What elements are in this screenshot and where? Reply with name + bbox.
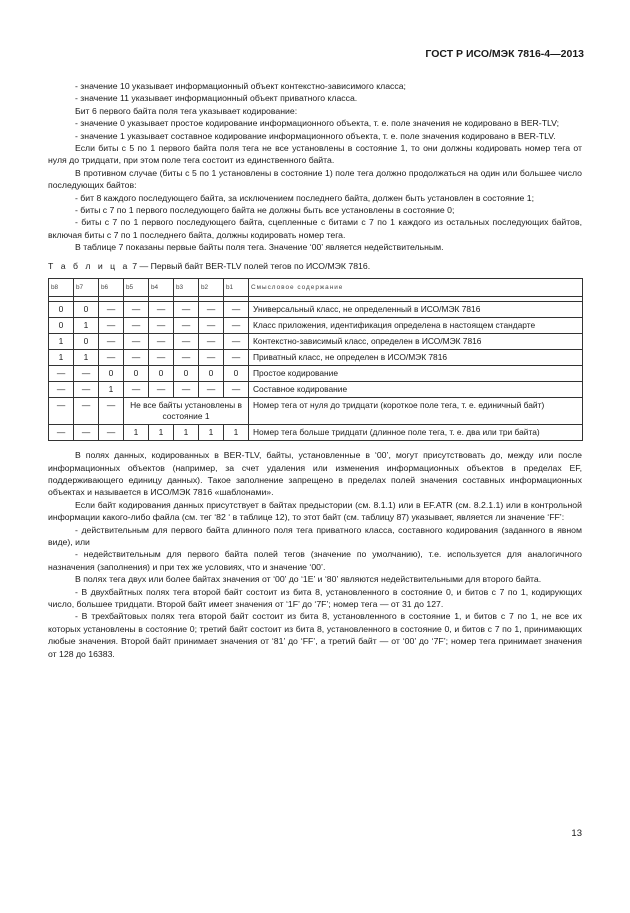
bit-cell: Не все байты установлены в состояние 1 — [124, 398, 249, 425]
bit-cell: — — [124, 334, 149, 350]
bit-cell: — — [74, 398, 99, 425]
bit-cell: — — [124, 350, 149, 366]
paragraph: Если биты с 5 по 1 первого байта поля тега не все установлены в состояние 1, то они должны кодировать номер тега от нуля до тридцати, при этом поле тега состоит из единственного байта. — [48, 143, 582, 166]
paragraphs-top — [48, 80, 582, 254]
bit-cell: 1 — [124, 425, 149, 441]
bit-cell: — — [99, 398, 124, 425]
bit-cell: 0 — [49, 302, 74, 318]
table-row — [49, 398, 583, 425]
paragraph: - значение 11 указывает информационный объект приватного класса. — [75, 93, 358, 104]
table-header-row — [49, 279, 583, 297]
table-row — [49, 425, 583, 441]
bit-cell: — — [224, 350, 249, 366]
paragraph: - недействительным для первого байта полей тегов (значение по умолчанию), т.е. используется для аналогичного назначения (заполнения) и при тех же условиях, что и значение ‘00’. — [48, 549, 582, 572]
bit-cell: — — [174, 382, 199, 398]
bit-cell: — — [174, 334, 199, 350]
bit-cell: — — [174, 350, 199, 366]
table-caption-text: 7 — Первый байт BER-TLV полей тегов по ИСО/МЭК 7816. — [129, 260, 371, 271]
page-header: ГОСТ Р ИСО/МЭК 7816-4—2013 — [425, 48, 584, 60]
meaning-cell: Универсальный класс, не определенный в ИСО/МЭК 7816 — [249, 302, 583, 318]
bit-cell: — — [149, 318, 174, 334]
meaning-cell: Приватный класс, не определен в ИСО/МЭК 7816 — [249, 350, 583, 366]
meaning-cell: Класс приложения, идентификация определена в настоящем стандарте — [249, 318, 583, 334]
bit-cell: — — [199, 302, 224, 318]
header-bit-b4: b4 — [149, 279, 174, 297]
paragraph: - бит 8 каждого последующего байта, за исключением последнего байта, должен быть установлен в состояние 1; — [75, 192, 535, 203]
bit-cell: — — [149, 382, 174, 398]
bit-cell: 0 — [74, 334, 99, 350]
bit-cell: — — [124, 382, 149, 398]
paragraph: - биты с 7 по 1 первого последующего байта не должны быть все установлены в состояние 0; — [75, 205, 455, 216]
bit-cell: — — [99, 302, 124, 318]
table-row — [49, 382, 583, 398]
header-bit-b6: b6 — [99, 279, 124, 297]
bit-cell: — — [149, 350, 174, 366]
bit-cell: 0 — [99, 366, 124, 382]
header-bit-b2: b2 — [199, 279, 224, 297]
bit-cell: — — [149, 334, 174, 350]
bit-cell: — — [49, 398, 74, 425]
bit-cell: 1 — [174, 425, 199, 441]
table-caption — [48, 260, 582, 272]
bit-cell: — — [199, 350, 224, 366]
table-row — [49, 366, 583, 382]
bit-cell: 0 — [199, 366, 224, 382]
table-row — [49, 334, 583, 350]
bit-cell: — — [49, 366, 74, 382]
bit-cell: — — [124, 302, 149, 318]
table-row — [49, 318, 583, 334]
bit-cell: 1 — [49, 334, 74, 350]
paragraph: - значение 0 указывает простое кодирование информационного объекта, т. е. поле значения не кодировано в BER-TLV; — [75, 118, 560, 129]
bit-cell: 0 — [224, 366, 249, 382]
page-number: 13 — [571, 828, 582, 839]
header-bit-b7: b7 — [74, 279, 99, 297]
paragraph: - действительным для первого байта длинного поля тега приватного класса, составного кодирования (заданного в явном виде), или — [48, 524, 582, 547]
bit-cell: — — [224, 334, 249, 350]
bit-cell: 1 — [199, 425, 224, 441]
bit-cell: 0 — [74, 302, 99, 318]
meaning-cell: Номер тега больше тридцати (длинное поле тега, т. е. два или три байта) — [249, 425, 583, 441]
table-row — [49, 350, 583, 366]
paragraph: - значение 1 указывает составное кодирование информационного объекта, т. е. поле значения кодировано в BER-TLV. — [75, 130, 556, 141]
table-caption-label: Т а б л и ц а — [48, 260, 130, 271]
header-bit-b5: b5 — [124, 279, 149, 297]
bit-cell: 1 — [149, 425, 174, 441]
bit-cell: — — [199, 382, 224, 398]
paragraph: В полях тега двух или более байтах значения от ‘00’ до ‘1E’ и ‘80’ являются недействительными для второго байта. — [75, 574, 542, 585]
paragraph: В противном случае (биты с 5 по 1 установлены в состояние 1) поле тега должно продолжаться на один или большее число последующих байтов: — [48, 167, 582, 191]
bit-cell: — — [174, 302, 199, 318]
bit-cell: 0 — [174, 366, 199, 382]
bit-cell: — — [49, 425, 74, 441]
bit-cell: — — [99, 425, 124, 441]
bit-cell: — — [199, 334, 224, 350]
paragraph: Если байт кодирования данных присутствует в байтах предыстории (см. 8.1.1) или в EF.ATR (см. 8.2.1.1) или в контрольной информации какого-либо файла (см. тег ‘82 ‘ в таблице 12), то этот байт (см. таблицу 87) указывает, является ли значение ‘FF’: — [48, 499, 582, 523]
paragraph: - биты с 7 по 1 первого последующего байта, сцепленные с битами с 7 по 1 каждого из остальных последующих байтов, включая биты с 7 по 1 последнего байта, должны кодировать номер тега. — [48, 217, 582, 240]
paragraph: В полях данных, кодированных в BER-TLV, байты, установленные в ‘00’, могут присутствовать до, между или после информационных объектов (например, за счет удаления или изменения информационных объектов в пределах EF, поддерживающего единицу данных). Такое заполнение запрещено в пределах полей значения составных информационных объектах и называется в ИСО/МЭК 7816 «шаблонами». — [48, 450, 582, 498]
bit-cell: — — [74, 366, 99, 382]
tag-byte-table — [48, 278, 583, 441]
bit-cell: — — [99, 318, 124, 334]
bit-cell: 1 — [49, 350, 74, 366]
bit-cell: — — [149, 302, 174, 318]
paragraph: - В трехбайтовых полях тега второй байт состоит из бита 8, установленного в состояние 1, и битов с 7 по 1, не все их которых установлены в состояние 0; третий байт состоит из бита 8, установленного в состояние 0, и битов с 7 по 1, принимающих любые значения. Второй байт принимает значения от ‘81’ до ‘FF’, а третий байт — от ‘00’ до ‘7F’; номер тега принимает значения от 128 до 16383. — [48, 611, 582, 659]
header-bit-b3: b3 — [174, 279, 199, 297]
bit-cell: — — [74, 425, 99, 441]
paragraph: В таблице 7 показаны первые байты поля тега. Значение ‘00’ является недействительным. — [75, 242, 444, 253]
header-meaning: Смысловое содержание — [249, 279, 583, 297]
meaning-cell: Составное кодирование — [249, 382, 583, 398]
bit-cell: 0 — [49, 318, 74, 334]
bit-cell: 1 — [99, 382, 124, 398]
bit-cell: — — [99, 334, 124, 350]
header-bit-b1: b1 — [224, 279, 249, 297]
bit-cell: — — [224, 302, 249, 318]
bit-cell: — — [224, 318, 249, 334]
bit-cell: — — [49, 382, 74, 398]
paragraph: Бит 6 первого байта поля тега указывает кодирование: — [75, 105, 298, 116]
header-bit-b8: b8 — [49, 279, 74, 297]
meaning-cell: Простое кодирование — [249, 366, 583, 382]
bit-cell: — — [199, 318, 224, 334]
bit-cell: 1 — [74, 318, 99, 334]
table-row — [49, 302, 583, 318]
paragraph: - В двухбайтных полях тега второй байт состоит из бита 8, установленного в состояние 0, и битов с 7 по 1, кодирующих число, большее тридцати. Второй байт имеет значения от ‘1F’ до ‘7F’; номер тега — от 31 до 127. — [48, 586, 582, 609]
bit-cell: 1 — [74, 350, 99, 366]
paragraph: - значение 10 указывает информационный объект контекстно-зависимого класса; — [75, 81, 406, 91]
bit-cell: — — [124, 318, 149, 334]
bit-cell: 0 — [149, 366, 174, 382]
document-body — [48, 80, 582, 660]
table-body — [49, 297, 583, 441]
paragraphs-bottom — [48, 449, 582, 660]
bit-cell: — — [99, 350, 124, 366]
meaning-cell: Номер тега от нуля до тридцати (короткое поле тега, т. е. единичный байт) — [249, 398, 583, 425]
meaning-cell: Контекстно-зависимый класс, определен в ИСО/МЭК 7816 — [249, 334, 583, 350]
bit-cell: — — [74, 382, 99, 398]
bit-cell: 1 — [224, 425, 249, 441]
bit-cell: — — [174, 318, 199, 334]
bit-cell: 0 — [124, 366, 149, 382]
bit-cell: — — [224, 382, 249, 398]
